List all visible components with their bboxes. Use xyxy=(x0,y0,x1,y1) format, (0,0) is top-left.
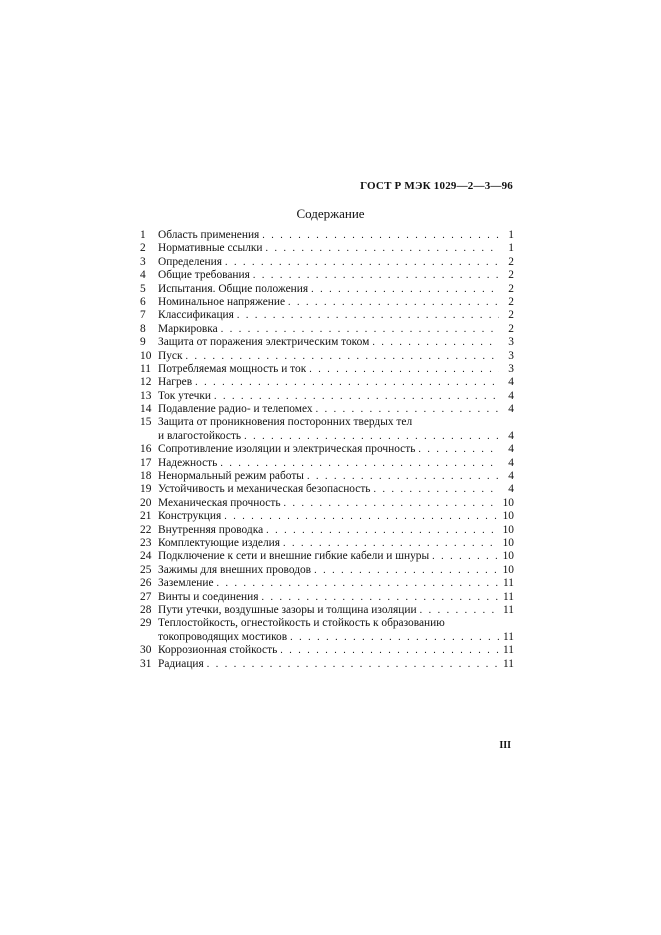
toc-entry-page: 11 xyxy=(503,644,514,657)
toc-entry-number: 26 xyxy=(140,577,152,590)
toc-entry-page: 4 xyxy=(508,389,514,402)
toc-line-continuation xyxy=(140,430,514,443)
toc-entry-page: 1 xyxy=(508,242,514,255)
table-of-contents xyxy=(140,229,514,671)
toc-line xyxy=(140,577,514,590)
toc-entry xyxy=(140,617,514,644)
toc-entry-title: Теплостойкость, огнестойкость и стойкость к образованию xyxy=(158,617,445,630)
toc-entry-page: 3 xyxy=(508,349,514,362)
toc-dot-leader xyxy=(314,564,499,577)
toc-entry-title: Надежность xyxy=(158,456,218,469)
toc-entry-number: 6 xyxy=(140,295,146,308)
toc-entry-page: 2 xyxy=(508,255,514,268)
toc-entry-number: 20 xyxy=(140,496,152,509)
toc-entry-title: Нормативные ссылки xyxy=(158,242,263,255)
toc-entry-number: 22 xyxy=(140,523,152,536)
toc-entry-page: 4 xyxy=(508,456,514,469)
toc-dot-leader xyxy=(262,229,499,242)
toc-entry-title: Устойчивость и механическая безопасность xyxy=(158,483,371,496)
toc-entry-page: 4 xyxy=(508,429,514,442)
toc-dot-leader xyxy=(217,577,499,590)
toc-entry-title: Пуск xyxy=(158,349,183,362)
toc-entry-number: 25 xyxy=(140,563,152,576)
toc-entry xyxy=(140,336,514,349)
toc-entry-title: Защита от поражения электрическим током xyxy=(158,336,370,349)
toc-entry-page: 10 xyxy=(502,563,514,576)
toc-entry xyxy=(140,537,514,550)
toc-entry-number: 18 xyxy=(140,470,152,483)
toc-entry-number: 12 xyxy=(140,376,152,389)
toc-entry xyxy=(140,577,514,590)
toc-dot-leader xyxy=(290,631,499,644)
toc-entry xyxy=(140,350,514,363)
toc-entry-page: 4 xyxy=(508,376,514,389)
toc-entry xyxy=(140,242,514,255)
toc-line xyxy=(140,323,514,336)
toc-dot-leader xyxy=(418,443,499,456)
toc-entry-page: 2 xyxy=(508,309,514,322)
toc-dot-leader xyxy=(221,323,499,336)
toc-entry xyxy=(140,497,514,510)
toc-dot-leader xyxy=(309,363,499,376)
toc-entry xyxy=(140,390,514,403)
toc-entry-number: 14 xyxy=(140,403,152,416)
toc-entry xyxy=(140,457,514,470)
toc-line xyxy=(140,256,514,269)
toc-entry-title-continuation: токопроводящих мостиков xyxy=(158,630,288,643)
toc-entry xyxy=(140,604,514,617)
toc-entry-page: 2 xyxy=(508,269,514,282)
toc-entry-number: 15 xyxy=(140,416,152,429)
toc-line xyxy=(140,470,514,483)
toc-entry-title: Потребляемая мощность и ток xyxy=(158,362,307,375)
toc-line xyxy=(140,497,514,510)
toc-dot-leader xyxy=(283,537,499,550)
toc-dot-leader xyxy=(220,457,499,470)
toc-entry-number: 27 xyxy=(140,590,152,603)
toc-entry xyxy=(140,269,514,282)
toc-entry-title-continuation: и влагостойкость xyxy=(158,429,242,442)
toc-entry-page: 3 xyxy=(508,362,514,375)
toc-entry-number: 9 xyxy=(140,336,146,349)
toc-entry-page: 11 xyxy=(503,657,514,670)
toc-dot-leader xyxy=(195,376,499,389)
toc-line xyxy=(140,658,514,671)
toc-line xyxy=(140,443,514,456)
toc-entry-title: Область применения xyxy=(158,229,260,241)
toc-entry-title: Ненормальный режим работы xyxy=(158,470,304,483)
toc-entry xyxy=(140,524,514,537)
toc-line xyxy=(140,296,514,309)
toc-entry xyxy=(140,644,514,657)
toc-dot-leader xyxy=(237,309,499,322)
toc-dot-leader xyxy=(186,350,499,363)
toc-entry xyxy=(140,309,514,322)
toc-entry-title: Сопротивление изоляции и электрическая прочность xyxy=(158,443,416,456)
page-number: III xyxy=(499,740,511,751)
toc-dot-leader xyxy=(266,524,499,537)
toc-entry-number: 23 xyxy=(140,536,152,549)
toc-entry-title: Нагрев xyxy=(158,376,193,389)
toc-line xyxy=(140,510,514,523)
toc-line xyxy=(140,617,514,630)
toc-line-continuation xyxy=(140,631,514,644)
toc-dot-leader xyxy=(307,470,499,483)
toc-line xyxy=(140,457,514,470)
toc-entry xyxy=(140,591,514,604)
toc-entry xyxy=(140,256,514,269)
toc-entry-title: Защита от проникновения посторонних твердых тел xyxy=(158,416,413,429)
toc-entry-number: 17 xyxy=(140,456,152,469)
toc-entry-title: Испытания. Общие положения xyxy=(158,282,309,295)
toc-line xyxy=(140,644,514,657)
toc-entry xyxy=(140,470,514,483)
toc-dot-leader xyxy=(253,269,499,282)
toc-entry-title: Механическая прочность xyxy=(158,496,281,509)
toc-entry xyxy=(140,323,514,336)
toc-line xyxy=(140,376,514,389)
toc-entry-page: 4 xyxy=(508,483,514,496)
toc-entry-page: 10 xyxy=(502,496,514,509)
toc-entry-title: Коррозионная стойкость xyxy=(158,644,278,657)
toc-entry xyxy=(140,403,514,416)
toc-line xyxy=(140,390,514,403)
toc-dot-leader xyxy=(207,658,499,671)
toc-entry-number: 4 xyxy=(140,269,146,282)
toc-entry-number: 19 xyxy=(140,483,152,496)
toc-entry-page: 10 xyxy=(502,550,514,563)
toc-entry-page: 1 xyxy=(508,229,514,241)
toc-entry-number: 1 xyxy=(140,229,146,241)
toc-dot-leader xyxy=(224,510,499,523)
toc-entry-page: 2 xyxy=(508,295,514,308)
toc-dot-leader xyxy=(225,256,499,269)
toc-line xyxy=(140,483,514,496)
toc-entry-number: 29 xyxy=(140,617,152,630)
toc-entry xyxy=(140,296,514,309)
toc-line xyxy=(140,604,514,617)
toc-entry-title: Радиация xyxy=(158,657,204,670)
toc-entry-title: Зажимы для внешних проводов xyxy=(158,563,312,576)
toc-dot-leader xyxy=(420,604,499,617)
toc-dot-leader xyxy=(261,591,499,604)
toc-line xyxy=(140,269,514,282)
toc-entry-number: 11 xyxy=(140,362,151,375)
toc-line xyxy=(140,564,514,577)
toc-dot-leader xyxy=(374,483,499,496)
toc-entry-title: Пути утечки, воздушные зазоры и толщина изоляции xyxy=(158,603,417,616)
toc-entry-number: 16 xyxy=(140,443,152,456)
toc-entry-number: 24 xyxy=(140,550,152,563)
toc-entry-number: 2 xyxy=(140,242,146,255)
toc-entry-number: 30 xyxy=(140,644,152,657)
toc-entry-title: Конструкция xyxy=(158,510,222,523)
toc-entry-number: 8 xyxy=(140,322,146,335)
toc-entry-number: 13 xyxy=(140,389,152,402)
toc-entry-title: Подавление радио- и телепомех xyxy=(158,403,313,416)
toc-entry-number: 31 xyxy=(140,657,152,670)
toc-dot-leader xyxy=(266,242,499,255)
toc-entry-page: 11 xyxy=(503,630,514,643)
toc-line xyxy=(140,363,514,376)
toc-entry-page: 10 xyxy=(502,510,514,523)
toc-entry-number: 5 xyxy=(140,282,146,295)
toc-dot-leader xyxy=(372,336,499,349)
toc-entry-title: Номинальное напряжение xyxy=(158,295,286,308)
toc-dot-leader xyxy=(280,644,499,657)
toc-line xyxy=(140,524,514,537)
toc-entry xyxy=(140,416,514,443)
document-code: ГОСТ Р МЭК 1029—2—3—96 xyxy=(360,180,513,192)
toc-dot-leader xyxy=(284,497,499,510)
toc-entry xyxy=(140,550,514,563)
toc-line xyxy=(140,283,514,296)
toc-line xyxy=(140,537,514,550)
toc-entry-page: 2 xyxy=(508,322,514,335)
toc-title: Содержание xyxy=(296,206,365,221)
toc-entry-number: 10 xyxy=(140,349,152,362)
toc-entry-page: 4 xyxy=(508,470,514,483)
toc-entry-number: 28 xyxy=(140,603,152,616)
toc-entry-title: Маркировка xyxy=(158,322,218,335)
toc-entry-title: Внутренняя проводка xyxy=(158,523,264,536)
toc-entry-page: 4 xyxy=(508,443,514,456)
toc-line xyxy=(140,350,514,363)
toc-entry-title: Подключение к сети и внешние гибкие кабели и шнуры xyxy=(158,550,430,563)
toc-entry-page: 3 xyxy=(508,336,514,349)
toc-entry-number: 21 xyxy=(140,510,152,523)
toc-entry xyxy=(140,483,514,496)
toc-entry xyxy=(140,229,514,242)
toc-entry xyxy=(140,283,514,296)
toc-entry-page: 10 xyxy=(502,536,514,549)
toc-entry-title: Ток утечки xyxy=(158,389,211,402)
toc-line xyxy=(140,242,514,255)
toc-entry-title: Классификация xyxy=(158,309,234,322)
toc-line xyxy=(140,591,514,604)
toc-entry xyxy=(140,376,514,389)
toc-entry-title: Комплектующие изделия xyxy=(158,536,280,549)
toc-dot-leader xyxy=(311,283,499,296)
toc-entry xyxy=(140,443,514,456)
toc-entry-number: 3 xyxy=(140,255,146,268)
toc-entry-title: Общие требования xyxy=(158,269,250,282)
toc-entry xyxy=(140,510,514,523)
toc-entry-page: 11 xyxy=(503,603,514,616)
toc-dot-leader xyxy=(316,403,499,416)
toc-line xyxy=(140,403,514,416)
toc-dot-leader xyxy=(432,550,499,563)
toc-dot-leader xyxy=(288,296,499,309)
toc-line xyxy=(140,550,514,563)
toc-line xyxy=(140,309,514,322)
toc-entry xyxy=(140,658,514,671)
toc-entry-title: Определения xyxy=(158,255,222,268)
toc-entry-number: 7 xyxy=(140,309,146,322)
toc-entry-page: 4 xyxy=(508,403,514,416)
toc-line xyxy=(140,416,514,429)
toc-line xyxy=(140,229,514,242)
toc-line xyxy=(140,336,514,349)
toc-entry-page: 2 xyxy=(508,282,514,295)
toc-dot-leader xyxy=(214,390,499,403)
toc-entry-page: 10 xyxy=(502,523,514,536)
toc-entry-title: Заземление xyxy=(158,577,214,590)
toc-entry xyxy=(140,363,514,376)
toc-entry-page: 11 xyxy=(503,590,514,603)
toc-entry-page: 11 xyxy=(503,577,514,590)
toc-entry xyxy=(140,564,514,577)
toc-entry-title: Винты и соединения xyxy=(158,590,259,603)
toc-dot-leader xyxy=(244,430,499,443)
